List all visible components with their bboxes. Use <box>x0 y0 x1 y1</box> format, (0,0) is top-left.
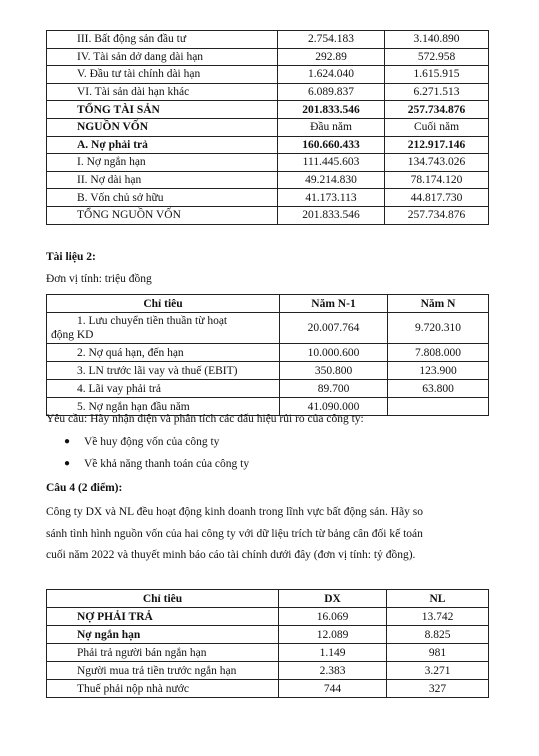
table-row <box>47 380 489 398</box>
row-label: NỢ PHẢI TRẢ <box>47 608 279 626</box>
cell: 10.000.600 <box>280 344 388 362</box>
row-label: 3. LN trước lãi vay và thuế (EBIT) <box>47 362 280 380</box>
table-row <box>47 171 489 189</box>
col-header: NL <box>387 590 489 608</box>
cell: 89.700 <box>280 380 388 398</box>
table-row <box>47 206 489 224</box>
cell: Đầu năm <box>278 118 385 136</box>
table-row <box>47 189 489 207</box>
q4-line: cuối năm 2022 và thuyết minh báo cáo tài chính dưới đây (đơn vị tính: tỷ đồng). <box>46 549 416 561</box>
bullet-text: Về huy động vốn của công ty <box>84 436 220 448</box>
table-row <box>47 626 489 644</box>
doc2-unit: Đơn vị tính: triệu đồng <box>46 273 152 285</box>
cell: 12.089 <box>279 626 387 644</box>
cell: 20.007.764 <box>280 313 388 344</box>
row-label-line2: động KD <box>51 329 94 341</box>
requirement-text: Yêu cầu: Hãy nhận diện và phân tích các dấu hiệu rủi ro của công ty: <box>46 413 364 425</box>
cell: 8.825 <box>387 626 489 644</box>
row-label: B. Vốn chủ sở hữu <box>47 189 278 207</box>
col-header: Năm N-1 <box>280 295 388 313</box>
cell: 13.742 <box>387 608 489 626</box>
table-row <box>47 31 489 49</box>
row-label: 4. Lãi vay phải trả <box>47 380 280 398</box>
cell: 2.754.183 <box>278 31 385 49</box>
table-row <box>47 644 489 662</box>
cell: Cuối năm <box>385 118 489 136</box>
cell: 78.174.120 <box>385 171 489 189</box>
table-row <box>47 101 489 119</box>
q4-line: sánh tình hình nguồn vốn của hai công ty với dữ liệu trích từ bảng cân đối kế toán <box>46 528 423 540</box>
row-label: TỔNG TÀI SẢN <box>47 101 278 119</box>
cell: 16.069 <box>279 608 387 626</box>
col-header: Năm N <box>388 295 489 313</box>
cell: 111.445.603 <box>278 154 385 172</box>
cell: 160.660.433 <box>278 136 385 154</box>
row-label: Nợ ngắn hạn <box>47 626 279 644</box>
cell: 257.734.876 <box>385 101 489 119</box>
q4-line: Công ty DX và NL đều hoạt động kinh doanh trong lĩnh vực bất động sản. Hãy so <box>46 506 423 518</box>
row-label <box>47 313 280 344</box>
cell: 6.089.837 <box>278 83 385 101</box>
table-row <box>47 83 489 101</box>
table-row <box>47 154 489 172</box>
table-row <box>47 66 489 84</box>
row-label: I. Nợ ngắn hạn <box>47 154 278 172</box>
cell: 1.149 <box>279 644 387 662</box>
row-label: A. Nợ phải trả <box>47 136 278 154</box>
cell: 3.271 <box>387 662 489 680</box>
cell: 1.624.040 <box>278 66 385 84</box>
bullet-text: Về khả năng thanh toán của công ty <box>84 458 250 470</box>
row-label-line1: 1. Lưu chuyển tiền thuần từ hoạt <box>77 315 228 327</box>
cell: 41.173.113 <box>278 189 385 207</box>
table-row <box>47 313 489 344</box>
cell: 9.720.310 <box>388 313 489 344</box>
row-label: Thuế phải nộp nhà nước <box>47 680 279 698</box>
bullet-icon: ● <box>64 458 71 469</box>
col-header: Chỉ tiêu <box>47 295 280 313</box>
cell: 572.958 <box>385 48 489 66</box>
cell: 7.808.000 <box>388 344 489 362</box>
table-row <box>47 136 489 154</box>
q4-heading: Câu 4 (2 điểm): <box>46 482 123 494</box>
cell: 744 <box>279 680 387 698</box>
row-label: IV. Tài sản dở dang dài hạn <box>47 48 278 66</box>
col-header: DX <box>279 590 387 608</box>
cell <box>388 398 489 416</box>
col-header: Chỉ tiêu <box>47 590 279 608</box>
cell: 327 <box>387 680 489 698</box>
row-label: Phải trả người bán ngắn hạn <box>47 644 279 662</box>
table-row <box>47 662 489 680</box>
row-label: III. Bất động sản đầu tư <box>47 31 278 49</box>
risk-indicators-table <box>46 294 489 416</box>
cell: 201.833.546 <box>278 206 385 224</box>
table-row <box>47 118 489 136</box>
row-label: TỔNG NGUỒN VỐN <box>47 206 278 224</box>
cell: 44.817.730 <box>385 189 489 207</box>
liabilities-comparison-table <box>46 589 489 698</box>
table-row <box>47 362 489 380</box>
row-label: 2. Nợ quá hạn, đến hạn <box>47 344 280 362</box>
cell: 49.214.830 <box>278 171 385 189</box>
row-label: VI. Tài sản dài hạn khác <box>47 83 278 101</box>
cell: 63.800 <box>388 380 489 398</box>
cell: 2.383 <box>279 662 387 680</box>
doc2-heading: Tài liệu 2: <box>46 251 96 263</box>
row-label: NGUỒN VỐN <box>47 118 278 136</box>
table-row <box>47 48 489 66</box>
cell: 350.800 <box>280 362 388 380</box>
row-label: II. Nợ dài hạn <box>47 171 278 189</box>
bullet-item <box>64 458 250 470</box>
cell: 212.917.146 <box>385 136 489 154</box>
cell: 201.833.546 <box>278 101 385 119</box>
cell: 1.615.915 <box>385 66 489 84</box>
table-row <box>47 680 489 698</box>
cell: 41.090.000 <box>280 398 388 416</box>
cell: 6.271.513 <box>385 83 489 101</box>
table-row <box>47 608 489 626</box>
cell: 257.734.876 <box>385 206 489 224</box>
cell: 292.89 <box>278 48 385 66</box>
cell: 981 <box>387 644 489 662</box>
bullet-item <box>64 436 220 448</box>
cell: 134.743.026 <box>385 154 489 172</box>
table-row <box>47 344 489 362</box>
row-label: V. Đầu tư tài chính dài hạn <box>47 66 278 84</box>
bullet-icon: ● <box>64 436 71 447</box>
cell: 123.900 <box>388 362 489 380</box>
balance-sheet-table <box>46 30 489 225</box>
row-label: Người mua trả tiền trước ngắn hạn <box>47 662 279 680</box>
row-label: 5. Nợ ngắn hạn đầu năm <box>47 398 280 416</box>
cell: 3.140.890 <box>385 31 489 49</box>
